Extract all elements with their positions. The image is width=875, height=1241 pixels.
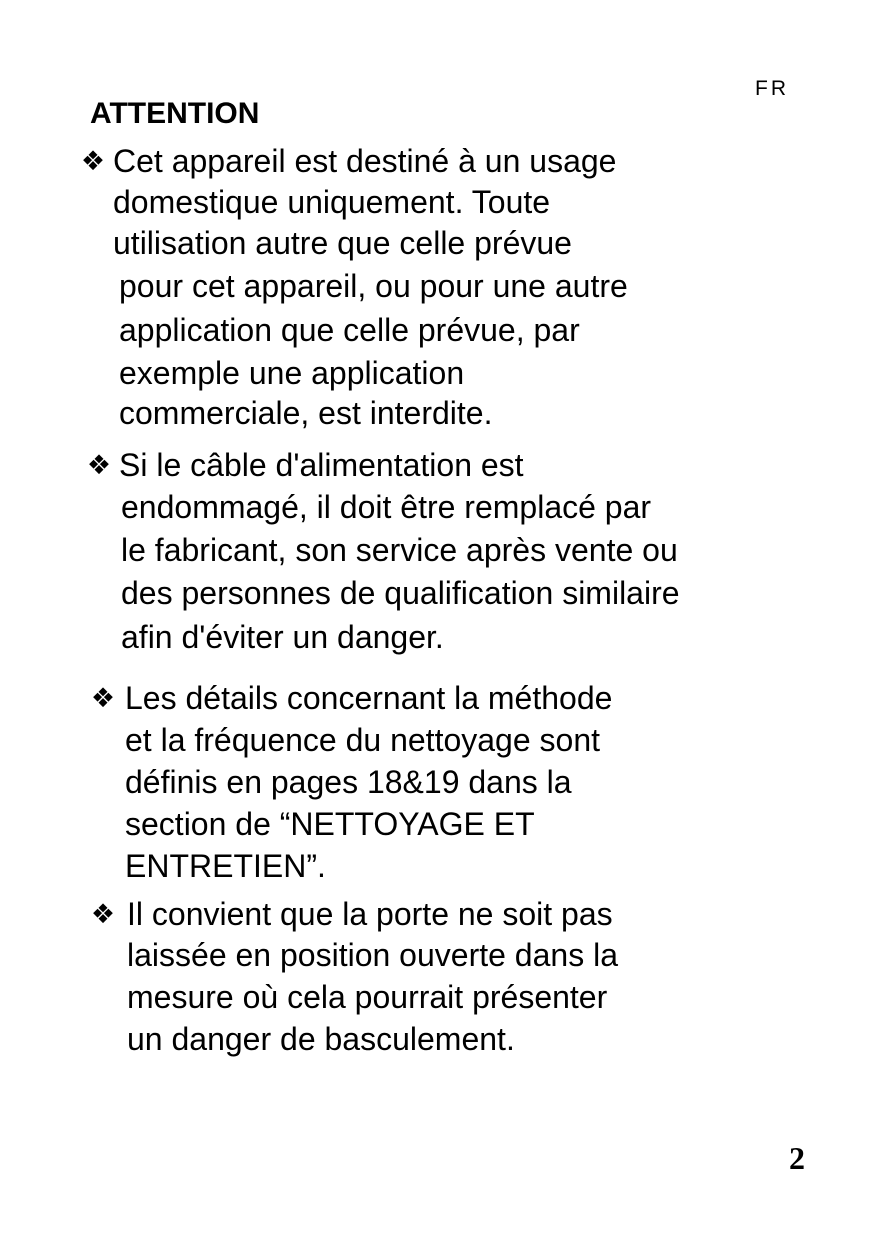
page-number: 2: [789, 1140, 805, 1176]
warning-line: un danger de basculement.: [127, 1021, 515, 1057]
warning-line: définis en pages 18&19 dans la: [125, 764, 572, 800]
section-heading: ATTENTION: [90, 97, 260, 130]
warning-line: ENTRETIEN”.: [125, 848, 326, 884]
warning-line: application que celle prévue, par: [119, 312, 580, 348]
warning-line: Il convient que la porte ne soit pas: [127, 896, 613, 932]
warning-line: section de “NETTOYAGE ET: [125, 806, 535, 842]
diamond-bullet-icon: ❖: [80, 146, 106, 176]
warning-line: utilisation autre que celle prévue: [113, 225, 572, 261]
warning-line: et la fréquence du nettoyage sont: [125, 722, 601, 758]
warning-line: domestique uniquement. Toute: [113, 184, 551, 220]
warning-line: des personnes de qualification similaire: [121, 575, 680, 611]
diamond-bullet-icon: ❖: [86, 450, 112, 480]
warning-line: exemple une application: [119, 355, 465, 391]
warning-line: Cet appareil est destiné à un usage: [113, 143, 617, 179]
warning-line: Les détails concernant la méthode: [125, 680, 613, 716]
warning-line: pour cet appareil, ou pour une autre: [119, 268, 628, 304]
warning-line: le fabricant, son service après vente ou: [121, 532, 678, 568]
warning-line: afin d'éviter un danger.: [121, 619, 444, 655]
warning-line: Si le câble d'alimentation est: [119, 447, 524, 483]
warning-line: laissée en position ouverte dans la: [127, 937, 618, 973]
language-code: FR: [755, 77, 789, 100]
diamond-bullet-icon: ❖: [90, 899, 116, 929]
diamond-bullet-icon: ❖: [90, 683, 116, 713]
warning-line: commerciale, est interdite.: [119, 395, 493, 431]
warning-line: mesure où cela pourrait présenter: [127, 979, 608, 1015]
warning-line: endommagé, il doit être remplacé par: [121, 489, 652, 525]
